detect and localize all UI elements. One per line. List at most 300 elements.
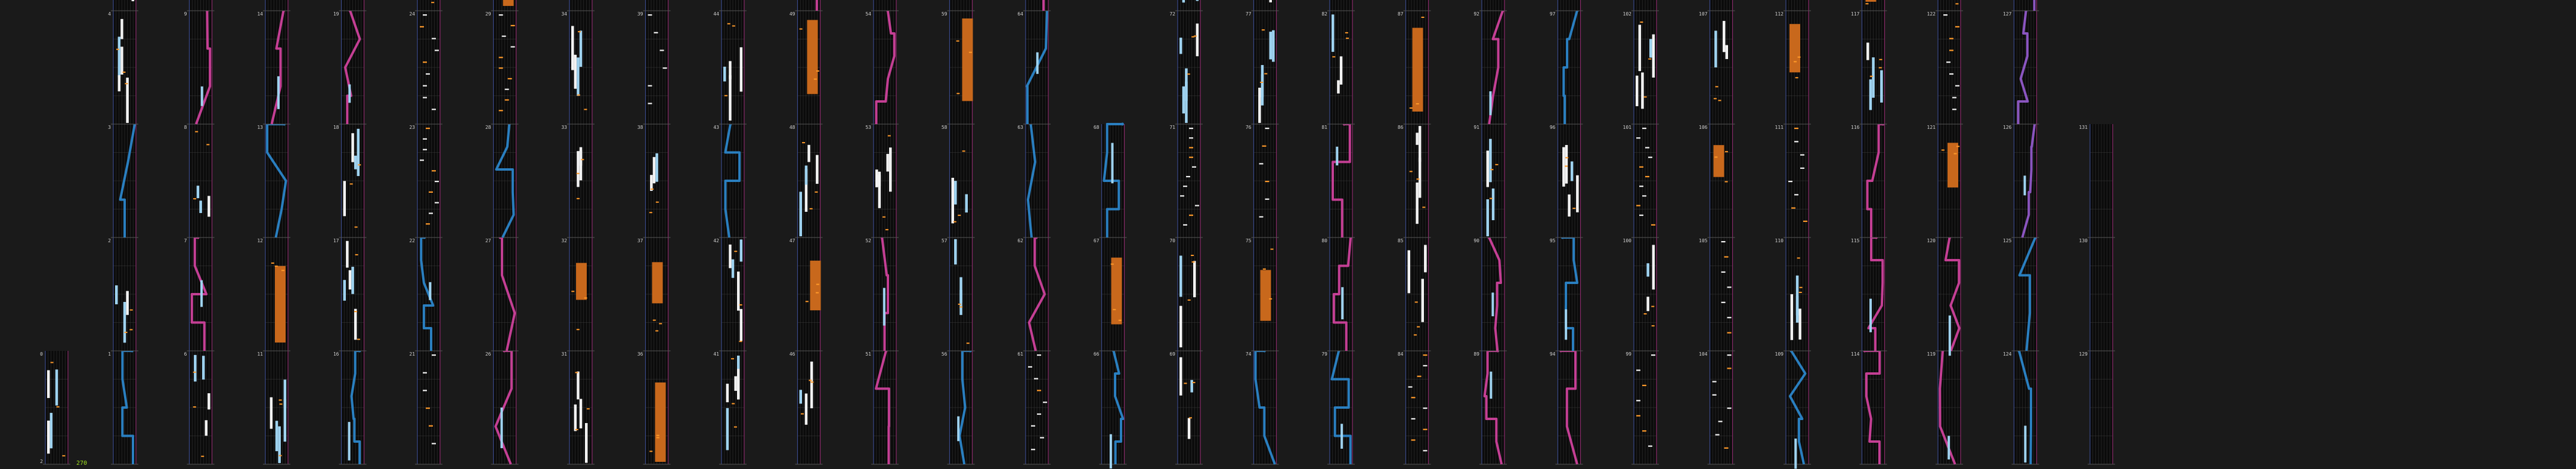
tap-note <box>193 372 196 373</box>
tap-note <box>958 215 961 216</box>
tap-note <box>193 198 196 199</box>
tap-note <box>1644 96 1647 97</box>
tap-note <box>1119 320 1122 321</box>
tap-note <box>731 358 734 359</box>
tap-note <box>655 330 658 331</box>
note-bar <box>429 282 431 300</box>
tap-note <box>1949 38 1953 39</box>
note-bar <box>1270 32 1272 59</box>
tap-note <box>581 159 584 160</box>
tap-note <box>426 128 430 129</box>
tap-note <box>1189 128 1193 129</box>
note-bar <box>954 239 957 264</box>
tap-note <box>956 93 959 94</box>
measure-number: 125 <box>2003 238 2012 243</box>
note-bar <box>118 75 121 91</box>
measure-number: 120 <box>1927 238 1936 243</box>
note-bar <box>1652 245 1655 289</box>
tap-note <box>426 408 430 409</box>
tap-note <box>502 36 506 37</box>
tap-note <box>1727 368 1732 369</box>
note-bar <box>194 355 197 382</box>
tap-note <box>727 23 730 24</box>
tap-note <box>1645 147 1649 148</box>
note-bar <box>354 156 357 169</box>
note-bar <box>1714 30 1717 67</box>
tap-note <box>1043 402 1047 403</box>
hold-note <box>1413 28 1423 112</box>
tap-note <box>279 399 282 400</box>
tap-note <box>1719 421 1723 422</box>
note-bar <box>1489 139 1492 183</box>
tap-note <box>1192 382 1195 383</box>
tap-note <box>1798 57 1801 58</box>
measure-number: 131 <box>2079 125 2088 130</box>
note-bar <box>1190 380 1193 393</box>
measure-number: 97 <box>1549 11 1556 17</box>
measure-number: 119 <box>1927 351 1936 357</box>
note-bar <box>1869 299 1872 332</box>
tap-note <box>1879 67 1882 68</box>
measure-number: 32 <box>561 238 567 243</box>
note-bar <box>580 399 583 428</box>
note-bar <box>343 181 346 216</box>
note-bar <box>952 178 955 223</box>
note-bar <box>123 302 126 343</box>
measure-number: 63 <box>1017 125 1023 130</box>
tap-note <box>654 32 658 33</box>
tap-note <box>1791 208 1795 209</box>
measure-number: 126 <box>2003 125 2012 130</box>
tap-note <box>577 329 580 330</box>
tap-note <box>125 332 128 333</box>
tap-note <box>800 29 803 30</box>
tap-note <box>1955 26 1959 27</box>
measure-number: 130 <box>2079 238 2088 243</box>
note-bar <box>348 84 351 103</box>
tap-note <box>1799 292 1802 293</box>
tap-note <box>1636 415 1640 416</box>
measure-number: 82 <box>1321 11 1327 17</box>
tap-note <box>724 95 727 96</box>
note-bar <box>1416 183 1419 224</box>
note-bar <box>737 369 740 399</box>
note-bar <box>1258 88 1261 123</box>
tap-note <box>1718 100 1721 101</box>
note-bar <box>1866 42 1869 60</box>
measure-number: 43 <box>713 125 719 130</box>
tap-note <box>1417 376 1422 377</box>
tap-note <box>1651 224 1655 226</box>
tap-note <box>1725 181 1728 182</box>
tap-note <box>432 443 436 444</box>
measure-number: 26 <box>485 351 491 357</box>
note-bar <box>1332 14 1335 52</box>
measure-number: 53 <box>865 125 871 130</box>
tap-note <box>734 427 737 428</box>
note-bar <box>1872 57 1875 98</box>
tap-note <box>1651 306 1654 307</box>
tap-note <box>1724 448 1729 449</box>
measure-number: 66 <box>1093 351 1100 357</box>
note-bar <box>118 37 121 78</box>
tap-note <box>280 403 283 405</box>
measure-number: 49 <box>789 11 795 17</box>
measure-number: 21 <box>409 351 415 357</box>
tap-note <box>1423 429 1428 430</box>
measure-number: 9 <box>184 11 187 17</box>
tap-note <box>201 456 204 457</box>
tap-note <box>888 135 891 137</box>
note-bar <box>351 133 354 162</box>
tap-note <box>499 14 503 16</box>
measure-number: 46 <box>789 351 795 357</box>
tap-note <box>577 94 580 95</box>
tap-note <box>1423 408 1428 409</box>
tap-note <box>1722 241 1726 242</box>
tap-note <box>51 362 54 363</box>
note-bar <box>878 172 881 186</box>
note-bar <box>1723 21 1726 52</box>
tap-note <box>1414 334 1417 335</box>
tap-note <box>429 192 433 193</box>
tap-note <box>1642 430 1646 431</box>
tap-note <box>1727 317 1732 318</box>
measure-number: 56 <box>941 351 948 357</box>
tap-note <box>423 61 427 63</box>
tap-note <box>354 311 357 312</box>
measure-number: 39 <box>637 11 643 17</box>
note-bar <box>349 270 352 289</box>
note-bar <box>1726 45 1729 59</box>
hold-note <box>1714 145 1724 177</box>
note-bar <box>1337 81 1340 94</box>
tap-note <box>1416 178 1419 180</box>
measure-number: 79 <box>1321 351 1327 357</box>
measure-number: 96 <box>1549 125 1556 130</box>
tap-note <box>1722 302 1726 303</box>
tap-note <box>505 89 509 90</box>
tap-note <box>1260 82 1263 83</box>
note-bar <box>959 290 962 315</box>
measure-number: 24 <box>409 11 415 17</box>
measure-number: 124 <box>2003 351 2012 357</box>
note-bar <box>875 169 878 187</box>
tap-note <box>1269 298 1272 300</box>
note-bar <box>1419 158 1422 198</box>
tap-note <box>1953 153 1956 155</box>
tap-note <box>1572 208 1575 209</box>
tap-note <box>1189 157 1193 158</box>
tap-note <box>1346 38 1349 39</box>
tap-note <box>1189 215 1193 216</box>
tap-note <box>734 251 737 252</box>
measure-number: 28 <box>485 125 491 130</box>
note-bar <box>1336 147 1338 165</box>
tap-note <box>275 266 278 267</box>
combo-counter: 270 <box>76 460 88 467</box>
tap-note <box>1037 390 1041 391</box>
note-bar <box>1565 145 1568 184</box>
tap-note <box>1727 286 1732 288</box>
tap-note <box>1186 176 1190 177</box>
hold-note <box>655 382 666 462</box>
measure-number: 16 <box>333 351 339 357</box>
measure-number: 6 <box>184 351 187 357</box>
tap-note <box>732 25 735 26</box>
tap-note <box>499 110 503 111</box>
tap-note <box>1184 382 1187 384</box>
measure-number: 85 <box>1397 238 1404 243</box>
tap-note <box>1345 32 1348 33</box>
measure-number: 81 <box>1321 125 1327 130</box>
tap-note <box>193 406 196 408</box>
tap-note <box>1956 146 1959 147</box>
tap-note <box>1495 164 1498 165</box>
note-bar <box>1196 0 1199 1</box>
note-bar <box>1565 309 1567 340</box>
tap-note <box>1188 300 1191 301</box>
tap-note <box>1259 216 1264 217</box>
measure-number: 91 <box>1473 125 1479 130</box>
tap-note <box>505 99 509 100</box>
tap-note <box>1952 109 1956 110</box>
tap-note <box>1422 206 1425 208</box>
tap-note <box>1949 73 1953 75</box>
note-bar <box>965 194 968 212</box>
note-bar <box>1490 372 1492 399</box>
measure-number: 105 <box>1699 238 1708 243</box>
note-bar <box>577 372 580 400</box>
tap-note <box>1946 61 1950 63</box>
measure-number: 114 <box>1851 351 1860 357</box>
note-bar <box>810 362 813 408</box>
tap-note <box>1194 35 1197 36</box>
note-bar <box>740 239 743 261</box>
measure-number: 59 <box>941 11 948 17</box>
tap-note <box>651 189 654 190</box>
tap-note <box>1645 176 1649 177</box>
note-bar <box>201 87 203 106</box>
note-bar <box>1880 70 1883 103</box>
tap-note <box>953 221 956 223</box>
tap-note <box>1565 157 1568 158</box>
measure-number: 102 <box>1623 11 1631 17</box>
note-bar <box>1568 195 1571 217</box>
note-bar <box>197 186 200 198</box>
tap-note <box>1410 171 1413 172</box>
tap-note <box>1416 103 1419 104</box>
hold-note <box>1866 0 1877 2</box>
tap-note <box>1795 77 1798 78</box>
tap-note <box>956 41 959 42</box>
tap-note <box>649 212 652 213</box>
tap-note <box>1265 128 1270 129</box>
measure-number: 109 <box>1775 351 1784 357</box>
note-bar <box>1487 199 1490 236</box>
note-bar <box>357 129 360 176</box>
tap-note <box>1195 205 1199 206</box>
tap-note <box>1794 128 1798 129</box>
hold-note <box>807 20 818 94</box>
tap-note <box>281 270 284 271</box>
tap-note <box>435 202 439 203</box>
note-bar <box>726 384 729 402</box>
note-bar <box>1416 132 1419 144</box>
measure-number: 74 <box>1245 351 1252 357</box>
measure-number: 80 <box>1321 238 1327 243</box>
tap-note <box>1422 17 1425 18</box>
note-bar <box>729 75 732 121</box>
tap-note <box>1715 86 1718 87</box>
note-bar <box>1949 316 1951 356</box>
tap-note <box>1636 369 1640 371</box>
tap-note <box>357 339 360 340</box>
tap-note <box>1490 198 1493 199</box>
measure-number: 51 <box>865 351 871 357</box>
measure-number: 111 <box>1775 125 1784 130</box>
note-bar <box>1111 143 1113 183</box>
tap-note <box>423 14 427 16</box>
tap-note <box>1788 181 1792 182</box>
note-bar <box>1340 424 1343 449</box>
tap-note <box>1639 166 1643 168</box>
measure-number: 58 <box>941 125 948 130</box>
measure-number: 101 <box>1623 125 1631 130</box>
tap-note <box>1942 150 1945 151</box>
measure-number: 115 <box>1851 238 1860 243</box>
tap-note <box>1636 137 1640 138</box>
tap-note <box>1189 137 1193 138</box>
note-bar <box>47 370 50 398</box>
tap-note <box>1264 73 1267 75</box>
note-bar <box>1639 24 1642 71</box>
note-bar <box>1571 162 1574 181</box>
tap-note <box>1648 446 1652 447</box>
tap-note <box>62 455 65 456</box>
tap-note <box>125 83 128 84</box>
tap-note <box>420 26 424 27</box>
measure-number: 121 <box>1927 125 1936 130</box>
tap-note <box>810 208 813 209</box>
tap-note <box>1191 255 1194 256</box>
measure-number: 14 <box>257 11 263 17</box>
note-bar <box>126 291 129 315</box>
hold-note <box>275 266 286 343</box>
note-bar <box>1649 39 1652 57</box>
tap-note <box>1031 449 1035 450</box>
measure-number: 86 <box>1397 125 1404 130</box>
hold-note <box>652 262 663 303</box>
tap-note <box>816 70 819 72</box>
tap-note <box>1111 264 1114 265</box>
note-bar <box>734 377 737 391</box>
note-bar <box>1948 436 1950 459</box>
tap-note <box>1183 186 1187 187</box>
tap-note <box>508 78 512 79</box>
tap-note <box>432 109 436 110</box>
tap-note <box>206 144 209 145</box>
tap-note <box>816 284 819 285</box>
measure-number: 33 <box>561 125 567 130</box>
tap-note <box>577 198 580 199</box>
note-bar <box>740 47 743 91</box>
measure-number: 47 <box>789 238 795 243</box>
tap-note <box>1180 195 1184 196</box>
note-bar <box>1408 250 1411 293</box>
note-bar <box>816 155 819 184</box>
tap-note <box>883 217 886 218</box>
note-bar <box>1340 56 1343 84</box>
note-bar <box>275 421 278 451</box>
note-bar <box>1182 0 1185 2</box>
measure-number: 22 <box>409 238 415 243</box>
tap-note <box>1410 107 1413 109</box>
note-bar <box>729 245 732 269</box>
tap-note <box>423 390 427 391</box>
measure-number: 68 <box>1093 125 1100 130</box>
measure-number: 18 <box>333 125 339 130</box>
tap-note <box>1651 354 1655 356</box>
tap-note <box>1265 199 1270 200</box>
tap-note <box>653 320 656 321</box>
tap-note <box>1794 141 1798 142</box>
tap-note <box>1040 437 1044 438</box>
tap-note <box>423 85 427 87</box>
note-bar <box>957 416 959 442</box>
tap-note <box>1423 365 1428 366</box>
note-bar <box>284 379 287 407</box>
tap-note <box>271 263 274 264</box>
note-bar <box>1179 306 1182 347</box>
tap-note <box>815 192 818 193</box>
tap-note <box>648 103 652 104</box>
tap-note <box>962 150 965 152</box>
note-bar <box>653 157 656 183</box>
hold-note <box>503 0 514 6</box>
tap-note <box>129 329 132 331</box>
tap-note <box>648 14 652 16</box>
tap-note <box>423 149 427 150</box>
tap-note <box>584 109 587 110</box>
note-bar <box>889 147 892 192</box>
tap-note <box>423 372 427 374</box>
note-bar <box>1272 30 1275 62</box>
note-bar <box>199 200 202 213</box>
tap-note <box>1800 168 1804 169</box>
tap-note <box>1794 61 1797 62</box>
tap-note <box>1727 332 1732 334</box>
measure-number: 29 <box>485 11 491 17</box>
tap-note <box>578 31 581 32</box>
note-bar <box>348 422 351 460</box>
tap-note <box>1648 157 1652 158</box>
measure-number: 75 <box>1245 238 1252 243</box>
tap-note <box>1037 354 1041 356</box>
measure-number: 116 <box>1851 125 1860 130</box>
measure-number: 48 <box>789 125 795 130</box>
note-bar <box>1185 82 1188 123</box>
measure-number: 34 <box>561 11 567 17</box>
note-bar <box>2024 425 2026 462</box>
tap-note <box>1270 249 1273 250</box>
tap-note <box>649 451 652 452</box>
measure-number: 87 <box>1397 11 1404 17</box>
measure-number: 69 <box>1169 351 1175 357</box>
tap-note <box>657 437 660 438</box>
tap-note <box>571 291 574 292</box>
note-bar <box>120 47 123 75</box>
